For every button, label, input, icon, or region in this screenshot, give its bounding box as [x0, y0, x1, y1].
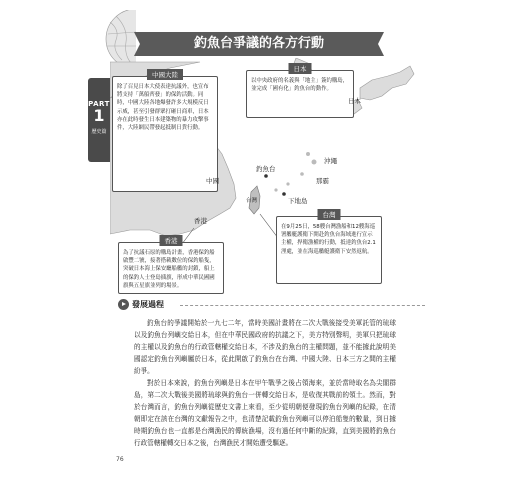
page-number: 76: [116, 456, 124, 463]
china-box-text: 除了召見日本大使表達抗議外，也宣布將支持「萬船齊發」的保釣活動。同時，中國大陸各地爆發許多大規模反日示威，甚至引發群眾打砸日商車，日本亦在此時發生日本建築物的暴力攻擊事件，大陸網民帶發起抵制日貨行動。: [117, 84, 209, 132]
place-label-hongkong: 香港: [194, 217, 207, 225]
page-title-banner: [134, 30, 384, 58]
hongkong-box-text: 為了抗議石原的購島計畫，香港保釣船啟豐二號，接著搭載數位的保釣船隻，突破日本海上保安廳船艦的封鎖，船上的保釣人士登島插旗，形成中華民國國旗與五星旗並列的場景。: [123, 250, 215, 289]
japan-box-title: 日本: [289, 63, 312, 74]
part-label: PART: [88, 100, 110, 108]
taiwan-box-title: 台灣: [318, 209, 341, 220]
place-label-taiwan: 台灣: [246, 198, 258, 204]
place-label-japan: 日本: [348, 97, 361, 105]
japan-landmass: [360, 66, 414, 100]
section-title: 發展過程: [132, 300, 164, 309]
hongkong-info-box: [118, 237, 224, 294]
taiwan-info-box: [276, 211, 382, 284]
place-label-okinawa: 沖繩: [324, 157, 337, 165]
body-paragraph-1: 釣魚台的爭議開始於一九七二年，當時美國計畫將在二次大戰後接受美軍託管的琉球以及釣魚台列嶼交給日本，但在中華民國政府的抗議之下，美方特別聲明，美軍只把琉球的主權以及釣魚台的行政管轄權交給日本，不涉及釣魚台的主權問題，並不能據此說明美國認定釣魚台列嶼屬於日本，從此開啟了釣魚台在台灣、中國大陸、日本三方之間的主權紛爭。: [134, 319, 396, 375]
place-label-naha: 那霸: [316, 177, 329, 185]
part-number: 1: [93, 106, 105, 125]
hongkong-box-title: 香港: [160, 235, 183, 246]
place-label-diaoyutai: 釣魚台: [256, 165, 276, 173]
map-figure: [110, 58, 430, 298]
page-title: 釣魚台爭議的各方行動: [193, 36, 324, 51]
body-paragraph-2: 對於日本來說，釣魚台列嶼是日本在甲午戰爭之後占領海來，並於當時取名為尖閣群島，第二次大戰後美國將琉球與釣魚台一併轉交給日本，是收復其戰前的領土。然而，對於台灣而言，釣魚台列嶼從歷史文書上來看，至少從明朝便發現釣魚台列嶼的紀錄，在清朝即定在該在台灣的文獻報告之中，也清楚記載釣魚台列嶼可以停泊船隻的數量，到日據時期釣魚台也一直都是台灣漁民的傳統漁場，沒有過任何中斷的紀錄，直到美國將釣魚台行政管轄權轉交日本之後，台灣漁民才開始遭受驅逐。: [134, 379, 396, 447]
china-box-title: 中國大陸: [147, 69, 183, 80]
japan-info-box: [246, 65, 354, 118]
part-subtitle: 歷史篇: [91, 129, 107, 135]
section-divider: [180, 305, 425, 306]
japan-box-text: 以中央政府的名義與「地主」簽約購島，並完成「國有化」釣魚台的動作。: [251, 78, 349, 93]
section-heading: [118, 298, 418, 312]
china-info-box: [112, 71, 218, 192]
part-side-tab: [88, 78, 110, 162]
play-bullet-icon: [118, 299, 129, 310]
taiwan-box-text: 在9月25日，58艘台灣漁船和12艘海巡署艦艇護衛下開赴釣魚台海域進行宣示主權，捍衛漁權的行動，抵達釣魚台2.1浬處，並在海巡艦艇護衛下安然返航。: [281, 224, 376, 255]
place-label-china: 中國: [206, 177, 219, 185]
place-label-shimoji: 下地島: [288, 197, 308, 205]
